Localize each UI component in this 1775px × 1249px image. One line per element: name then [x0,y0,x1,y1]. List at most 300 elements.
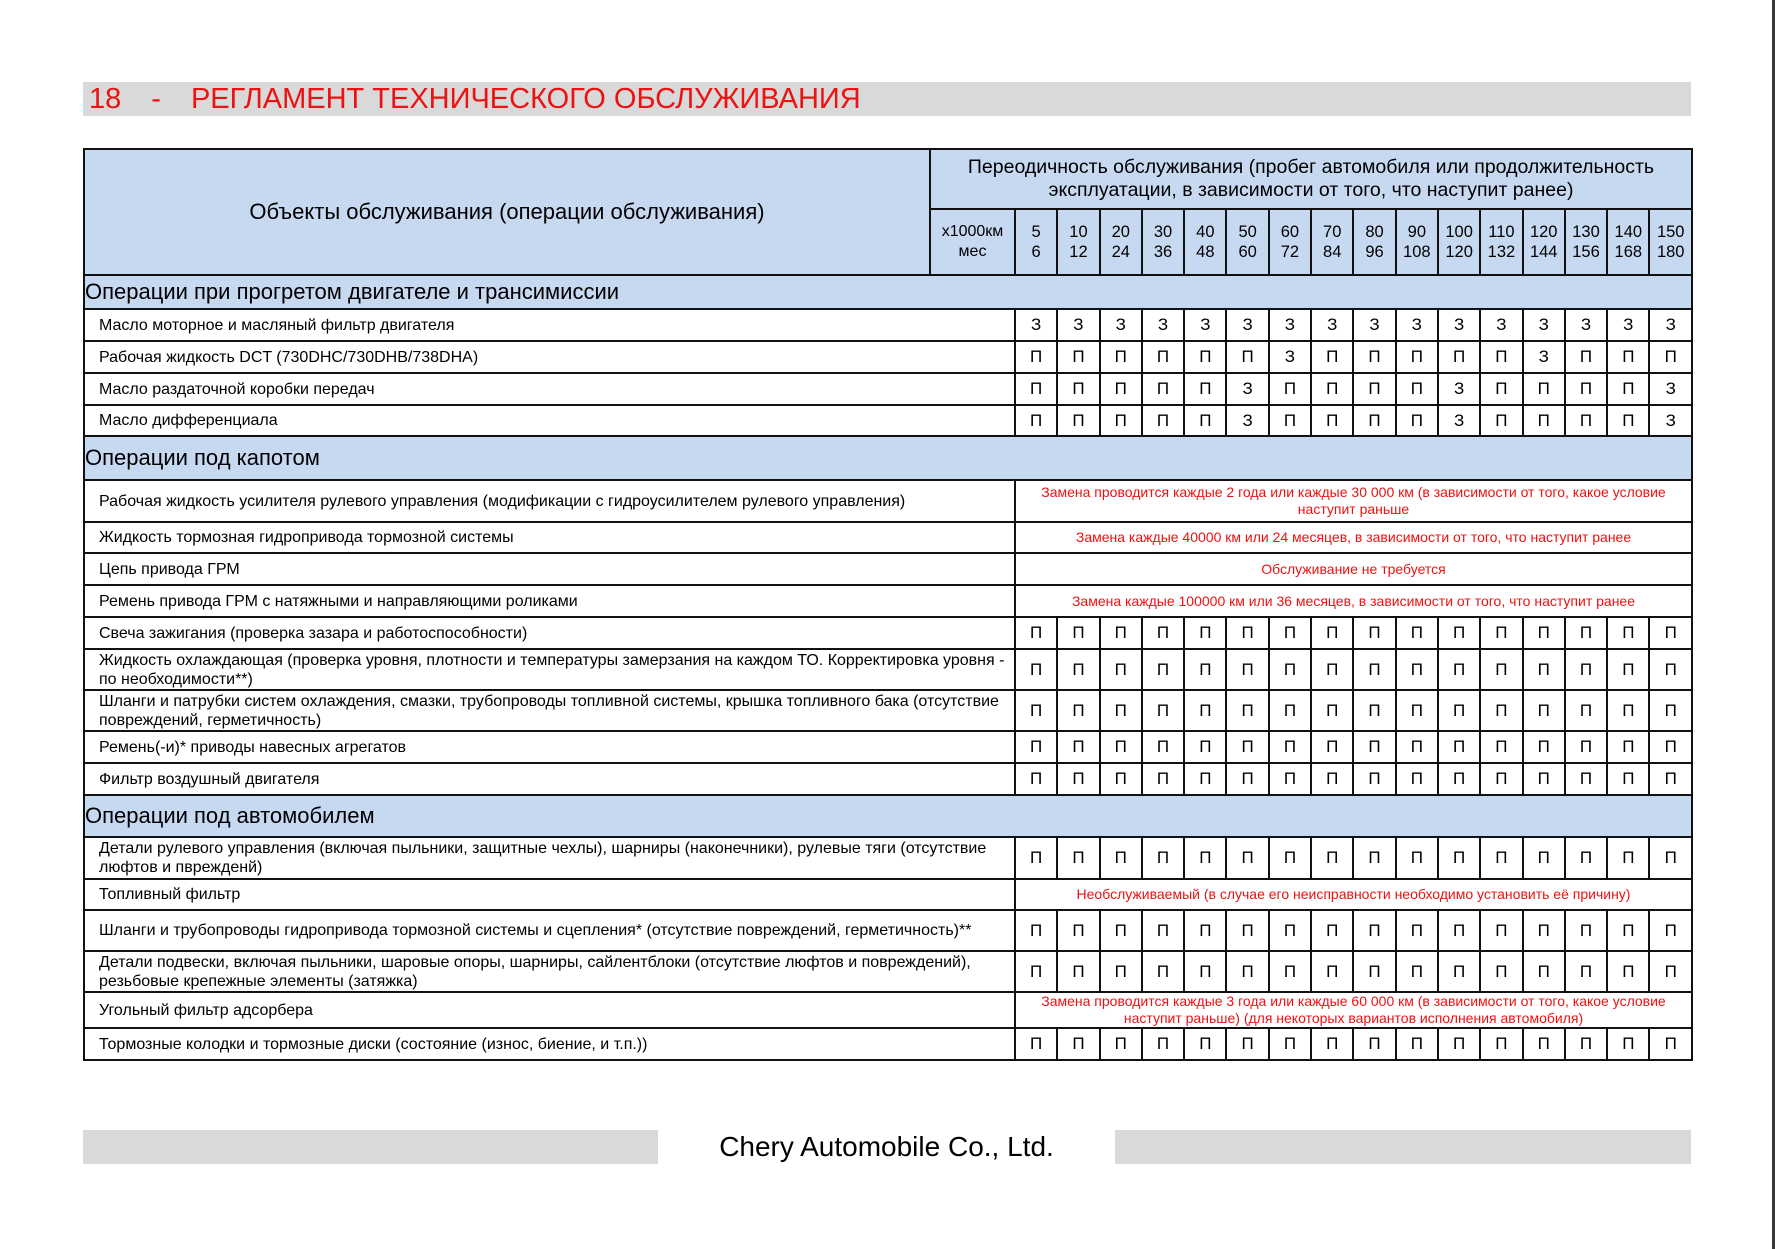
schedule-cell: П [1396,910,1438,951]
schedule-cell: З [1649,309,1692,341]
item-name: Рабочая жидкость DCT (730DHC/730DHB/738DHA) [84,341,1015,373]
schedule-cell: П [1523,910,1565,951]
schedule-cell: П [1649,649,1692,690]
table-row [84,373,1692,405]
schedule-cell: П [1565,649,1607,690]
schedule-cell: З [1438,373,1480,405]
schedule-cell: П [1480,951,1522,992]
schedule-cell: П [1269,617,1311,649]
schedule-cell: П [1142,617,1184,649]
item-name: Ремень привода ГРМ с натяжными и направляющими роликами [84,585,1015,617]
footer-bar-right [1115,1130,1691,1164]
schedule-cell: З [1269,309,1311,341]
section-title: Операции при прогретом двигателе и трансимиссии [84,275,1692,309]
schedule-cell: П [1015,649,1057,690]
title-separator: - [151,83,161,115]
item-name: Тормозные колодки и тормозные диски (состояние (износ, биение, и т.п.)) [84,1028,1015,1060]
schedule-cell: З [1649,405,1692,436]
schedule-cell: П [1311,649,1353,690]
schedule-cell: П [1523,690,1565,731]
page-title: РЕГЛАМЕНТ ТЕХНИЧЕСКОГО ОБСЛУЖИВАНИЯ [190,83,861,115]
interval-header [1438,209,1480,275]
schedule-cell: П [1396,373,1438,405]
schedule-cell: П [1100,837,1142,879]
schedule-cell: П [1396,731,1438,763]
schedule-cell: П [1565,731,1607,763]
interval-header [1480,209,1522,275]
schedule-cell: П [1480,910,1522,951]
schedule-cell: П [1353,1028,1395,1060]
item-name: Шланги и трубопроводы гидропривода тормозной системы и сцепления* (отсутствие повреждений, герметичность)** [84,910,1015,951]
item-name: Свеча зажигания (проверка зазара и работоспособности) [84,617,1015,649]
interval-km: 50 [1238,223,1257,241]
schedule-cell: П [1015,690,1057,731]
schedule-cell: П [1607,690,1649,731]
schedule-cell: П [1057,690,1099,731]
schedule-cell: П [1649,910,1692,951]
interval-header [1396,209,1438,275]
schedule-cell: П [1311,405,1353,436]
interval-km: 80 [1365,223,1384,241]
interval-months: 156 [1572,243,1600,261]
interval-km: 20 [1111,223,1130,241]
schedule-cell: П [1438,763,1480,795]
schedule-cell: П [1649,690,1692,731]
schedule-cell: П [1396,649,1438,690]
schedule-note: Замена каждые 40000 км или 24 месяцев, в зависимости от того, что наступит ранее [1015,522,1692,553]
schedule-cell: П [1396,1028,1438,1060]
schedule-cell: П [1565,690,1607,731]
schedule-cell: П [1226,731,1268,763]
schedule-cell: П [1311,951,1353,992]
schedule-cell: З [1565,309,1607,341]
schedule-cell: П [1142,910,1184,951]
schedule-cell: П [1438,910,1480,951]
schedule-cell: П [1269,910,1311,951]
interval-header [1184,209,1226,275]
interval-header [1057,209,1099,275]
item-name: Ремень(-и)* приводы навесных агрегатов [84,731,1015,763]
schedule-cell: З [1100,309,1142,341]
schedule-cell: П [1311,690,1353,731]
interval-km: 150 [1656,223,1685,241]
schedule-cell: П [1184,910,1226,951]
schedule-cell: П [1311,910,1353,951]
schedule-cell: П [1565,373,1607,405]
schedule-cell: П [1649,763,1692,795]
schedule-cell: П [1269,373,1311,405]
schedule-cell: П [1480,837,1522,879]
schedule-cell: П [1565,951,1607,992]
interval-header [1353,209,1395,275]
schedule-cell: П [1649,951,1692,992]
interval-months: 180 [1656,243,1685,261]
schedule-cell: П [1057,951,1099,992]
item-name: Жидкость охлаждающая (проверка уровня, плотности и температуры замерзания на каждом ТО. Корректировка уровня - по необходимости**) [84,649,1015,690]
item-name: Детали подвески, включая пыльники, шаровые опоры, шарниры, сайлентблоки (отсутствие люфтов и повреждений), резьбовые крепежные элементы (затяжка) [84,951,1015,992]
schedule-cell: П [1015,617,1057,649]
schedule-cell: П [1226,763,1268,795]
schedule-cell: П [1353,341,1395,373]
schedule-cell: П [1100,731,1142,763]
schedule-cell: П [1269,731,1311,763]
schedule-cell: П [1142,373,1184,405]
schedule-cell: П [1607,341,1649,373]
schedule-cell: П [1353,617,1395,649]
schedule-cell: П [1269,837,1311,879]
item-name: Цепь привода ГРМ [84,553,1015,585]
schedule-cell: П [1607,617,1649,649]
schedule-cell: З [1226,405,1268,436]
schedule-cell: П [1184,617,1226,649]
schedule-cell: П [1311,837,1353,879]
schedule-note: Обслуживание не требуется [1015,553,1692,585]
item-name: Детали рулевого управления (включая пыльники, защитные чехлы), шарниры (наконечники), рулевые тяги (отсутствие люфтов и пврежденй) [84,837,1015,879]
schedule-cell: П [1311,373,1353,405]
schedule-cell: П [1226,951,1268,992]
schedule-cell: П [1015,763,1057,795]
schedule-cell: З [1184,309,1226,341]
schedule-cell: З [1438,405,1480,436]
schedule-cell: П [1396,341,1438,373]
schedule-cell: П [1100,405,1142,436]
table-row [84,309,1692,341]
schedule-cell: П [1480,763,1522,795]
table-row [84,879,1692,910]
table-row [84,585,1692,617]
interval-months: 120 [1445,243,1473,261]
table-row [84,522,1692,553]
interval-km: 90 [1407,223,1426,241]
interval-header [1565,209,1607,275]
schedule-cell: З [1311,309,1353,341]
section-title: Операции под капотом [84,436,1692,480]
schedule-cell: П [1184,690,1226,731]
schedule-cell: П [1015,373,1057,405]
schedule-cell: З [1523,309,1565,341]
schedule-cell: П [1649,341,1692,373]
schedule-cell: П [1184,763,1226,795]
interval-months: 96 [1365,243,1384,261]
interval-header [1100,209,1142,275]
schedule-cell: П [1142,951,1184,992]
schedule-cell: П [1015,731,1057,763]
schedule-cell: П [1226,1028,1268,1060]
schedule-cell: П [1015,1028,1057,1060]
schedule-cell: П [1438,341,1480,373]
schedule-cell: П [1142,731,1184,763]
schedule-cell: П [1607,951,1649,992]
schedule-cell: З [1015,309,1057,341]
schedule-cell: П [1523,373,1565,405]
schedule-cell: П [1607,649,1649,690]
schedule-cell: П [1311,731,1353,763]
item-name: Угольный фильтр адсорбера [84,992,1015,1028]
interval-months: 48 [1196,243,1215,261]
item-name: Масло дифференциала [84,405,1015,436]
table-row [84,341,1692,373]
schedule-cell: П [1184,373,1226,405]
footer-company: Chery Automobile Co., Ltd. [719,1131,1054,1162]
period-header-text: Переодичность обслуживания (пробег автомобиля или продолжительность эксплуатации, в зависимости от того, что наступит ранее) [967,156,1655,201]
schedule-cell: З [1649,373,1692,405]
schedule-cell: П [1269,1028,1311,1060]
schedule-cell: П [1353,910,1395,951]
schedule-cell: П [1438,731,1480,763]
schedule-cell: П [1649,731,1692,763]
interval-km: 100 [1445,223,1473,241]
schedule-cell: З [1353,309,1395,341]
schedule-cell: П [1353,731,1395,763]
table-row [84,1028,1692,1060]
table-row [84,992,1692,1028]
schedule-cell: П [1523,763,1565,795]
schedule-cell: П [1100,690,1142,731]
schedule-cell: П [1184,837,1226,879]
period-column-header [930,149,1692,209]
schedule-cell: П [1353,951,1395,992]
interval-header [1142,209,1184,275]
schedule-cell: П [1607,910,1649,951]
schedule-cell: П [1607,405,1649,436]
schedule-cell: П [1184,1028,1226,1060]
schedule-cell: П [1269,405,1311,436]
schedule-cell: П [1100,1028,1142,1060]
schedule-cell: П [1438,690,1480,731]
schedule-cell: П [1057,405,1099,436]
table-row [84,690,1692,731]
schedule-cell: П [1523,1028,1565,1060]
schedule-cell: З [1057,309,1099,341]
section-row [84,275,1692,309]
interval-km: 110 [1488,223,1515,241]
table-row [84,480,1692,522]
schedule-cell: З [1269,341,1311,373]
schedule-cell: П [1565,341,1607,373]
schedule-cell: П [1142,405,1184,436]
interval-months: 36 [1153,243,1173,261]
schedule-cell: З [1480,309,1522,341]
maintenance-schedule-table [83,148,1693,1061]
schedule-cell: П [1480,1028,1522,1060]
schedule-cell: П [1100,951,1142,992]
schedule-cell: П [1269,763,1311,795]
schedule-cell: П [1480,617,1522,649]
schedule-cell: П [1438,649,1480,690]
schedule-cell: П [1565,763,1607,795]
schedule-cell: П [1269,649,1311,690]
section-title: Операции под автомобилем [84,795,1692,837]
schedule-cell: П [1269,690,1311,731]
schedule-cell: П [1523,731,1565,763]
schedule-cell: П [1480,731,1522,763]
interval-km: 140 [1614,223,1643,241]
page-number: 18 [89,83,122,115]
interval-header [1269,209,1311,275]
interval-header [1226,209,1268,275]
schedule-cell: П [1057,731,1099,763]
table-row [84,405,1692,436]
interval-months: 24 [1111,243,1130,261]
schedule-cell: П [1649,1028,1692,1060]
section-row [84,795,1692,837]
schedule-note: Замена проводится каждые 2 года или каждые 30 000 км (в зависимости от того, какое условие наступит раньше [1015,480,1692,522]
schedule-cell: П [1523,951,1565,992]
schedule-cell: П [1607,1028,1649,1060]
schedule-cell: П [1311,341,1353,373]
table-row [84,951,1692,992]
interval-header [1607,209,1649,275]
schedule-cell: П [1184,731,1226,763]
schedule-cell: П [1396,837,1438,879]
schedule-cell: П [1184,341,1226,373]
schedule-cell: П [1057,373,1099,405]
schedule-cell: П [1226,649,1268,690]
interval-header [1311,209,1353,275]
schedule-cell: П [1480,341,1522,373]
interval-header [1649,209,1692,275]
table-row [84,910,1692,951]
schedule-cell: П [1438,617,1480,649]
schedule-cell: П [1396,951,1438,992]
schedule-cell: П [1523,405,1565,436]
schedule-cell: П [1396,405,1438,436]
schedule-cell: П [1565,405,1607,436]
schedule-cell: З [1523,341,1565,373]
interval-months: 132 [1487,243,1516,261]
schedule-cell: П [1480,690,1522,731]
schedule-cell: П [1057,1028,1099,1060]
schedule-cell: П [1353,763,1395,795]
footer-bar-left [83,1130,658,1164]
schedule-cell: П [1142,837,1184,879]
schedule-cell: П [1057,910,1099,951]
schedule-cell: П [1226,617,1268,649]
unit-months: мес [958,243,987,260]
schedule-cell: П [1142,649,1184,690]
schedule-note: Замена каждые 100000 км или 36 месяцев, в зависимости от того, что наступит ранее [1015,585,1692,617]
interval-months: 168 [1614,243,1643,261]
interval-km: 60 [1280,223,1300,241]
schedule-cell: П [1353,649,1395,690]
interval-km: 70 [1323,223,1342,241]
interval-km: 5 [1031,223,1041,241]
schedule-cell: П [1184,405,1226,436]
schedule-cell: П [1100,910,1142,951]
schedule-cell: П [1523,649,1565,690]
schedule-cell: П [1396,617,1438,649]
schedule-cell: П [1523,837,1565,879]
schedule-cell: П [1015,837,1057,879]
interval-km: 10 [1069,223,1088,241]
interval-months: 108 [1403,243,1431,261]
schedule-cell: П [1142,690,1184,731]
schedule-cell: П [1015,405,1057,436]
schedule-cell: П [1142,1028,1184,1060]
schedule-cell: П [1015,341,1057,373]
unit-header [930,209,1015,275]
unit-km: х1000км [941,223,1004,240]
item-name: Масло моторное и масляный фильтр двигателя [84,309,1015,341]
schedule-cell: З [1438,309,1480,341]
interval-months: 6 [1031,243,1041,261]
schedule-cell: П [1607,731,1649,763]
schedule-cell: П [1100,649,1142,690]
table-row [84,763,1692,795]
schedule-note: Замена проводится каждые 3 года или каждые 60 000 км (в зависимости от того, какое условие наступит раньше) (для некоторых вариантов исполнения автомобиля) [1015,992,1692,1028]
schedule-cell: П [1649,617,1692,649]
schedule-cell: П [1396,763,1438,795]
schedule-cell: П [1353,373,1395,405]
item-name: Шланги и патрубки систем охлаждения, смазки, трубопроводы топливной системы, крышка топливного бака (отсутствие повреждений, герметичность) [84,690,1015,731]
schedule-cell: П [1100,763,1142,795]
schedule-cell: П [1226,837,1268,879]
schedule-cell: П [1015,910,1057,951]
schedule-cell: П [1438,837,1480,879]
interval-km: 130 [1572,223,1600,241]
schedule-cell: П [1565,837,1607,879]
schedule-cell: П [1226,910,1268,951]
schedule-cell: П [1226,690,1268,731]
schedule-cell: П [1057,837,1099,879]
item-name: Фильтр воздушный двигателя [84,763,1015,795]
section-row [84,436,1692,480]
schedule-cell: П [1438,951,1480,992]
table-row [84,553,1692,585]
schedule-cell: П [1607,373,1649,405]
table-row [84,649,1692,690]
item-name: Масло раздаточной коробки передач [84,373,1015,405]
interval-months: 84 [1323,243,1342,261]
schedule-cell: П [1269,951,1311,992]
schedule-cell: П [1100,373,1142,405]
schedule-cell: П [1142,763,1184,795]
schedule-cell: П [1438,1028,1480,1060]
schedule-cell: З [1396,309,1438,341]
schedule-cell: П [1353,837,1395,879]
table-row [84,617,1692,649]
schedule-cell: П [1311,617,1353,649]
schedule-note: Необслуживаемый (в случае его неисправности необходимо установить её причину) [1015,879,1692,910]
schedule-cell: П [1057,341,1099,373]
schedule-cell: П [1184,951,1226,992]
schedule-cell: П [1565,910,1607,951]
interval-km: 30 [1153,223,1173,241]
schedule-cell: П [1353,405,1395,436]
schedule-cell: З [1226,373,1268,405]
interval-km: 40 [1196,223,1215,241]
table-row [84,837,1692,879]
schedule-cell: П [1100,341,1142,373]
schedule-cell: П [1015,951,1057,992]
schedule-cell: П [1057,763,1099,795]
schedule-cell: П [1142,341,1184,373]
schedule-cell: П [1226,341,1268,373]
schedule-cell: З [1607,309,1649,341]
schedule-cell: П [1565,1028,1607,1060]
schedule-cell: П [1480,373,1522,405]
item-name: Жидкость тормозная гидропривода тормозной системы [84,522,1015,553]
interval-header [1015,209,1057,275]
schedule-cell: П [1607,837,1649,879]
schedule-cell: П [1565,617,1607,649]
schedule-cell: П [1100,617,1142,649]
schedule-cell: П [1480,405,1522,436]
interval-header [1523,209,1565,275]
schedule-cell: П [1396,690,1438,731]
schedule-cell: П [1057,649,1099,690]
interval-months: 72 [1280,243,1300,261]
